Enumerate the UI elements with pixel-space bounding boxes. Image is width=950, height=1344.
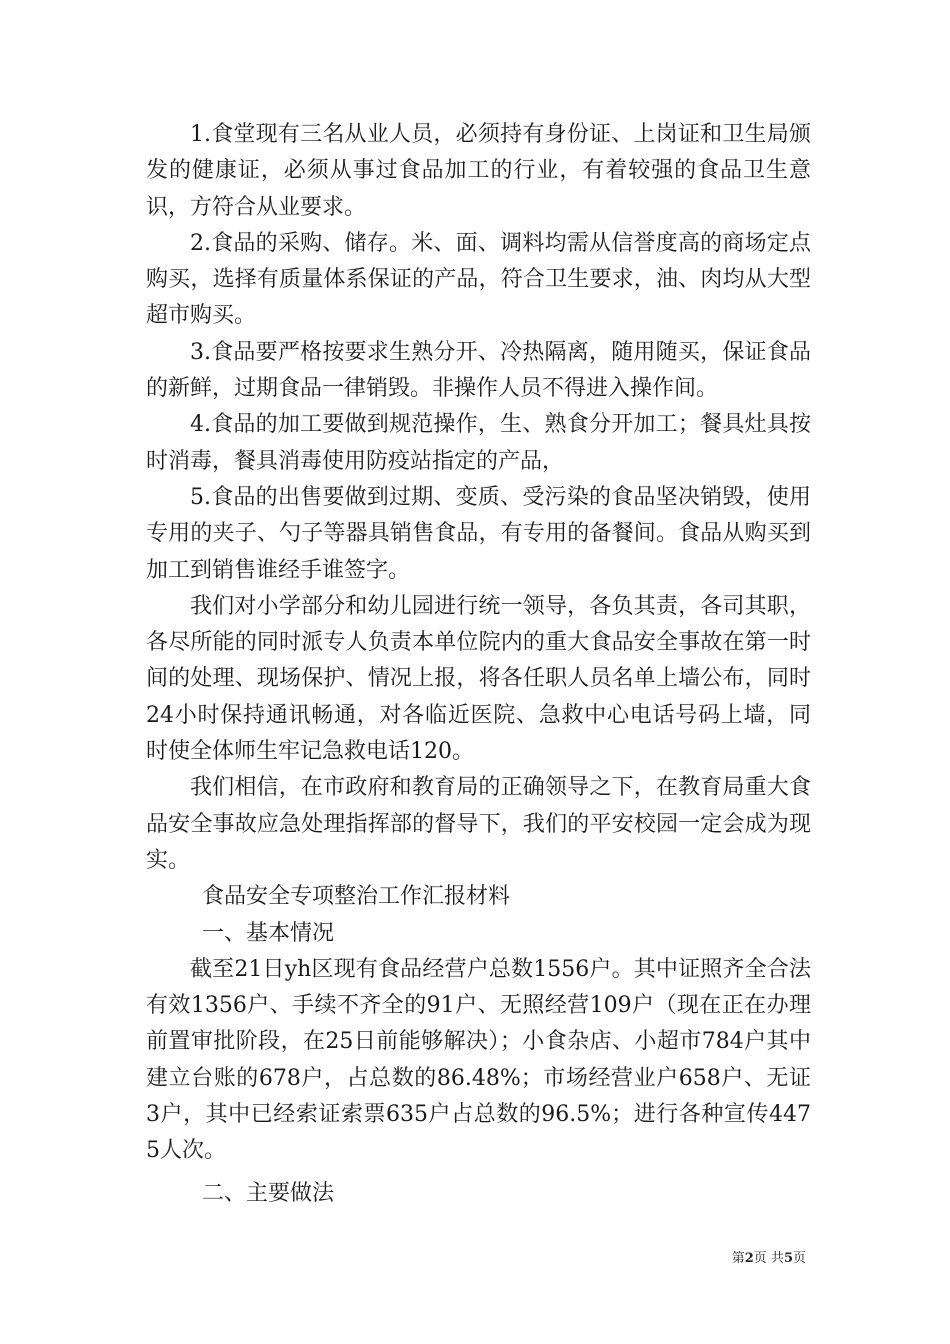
document-title: 食品安全专项整治工作汇报材料	[202, 884, 511, 910]
paragraph-conclusion: 我们相信，在市政府和教育局的正确领导之下，在教育局重大食品安全事故应急处理指挥部的督导下，我们的平安校园一定会成为现实。	[146, 775, 811, 873]
paragraph-processing: 4.食品的加工要做到规范操作，生、熟食分开加工；餐具灶具按时消毒，餐具消毒使用防疫站指定的产品，	[146, 412, 811, 474]
paragraph-purchase: 2.食品的采购、储存。米、面、调料均需从信誉度高的商场定点购买，选择有质量体系保证的产品，符合卫生要求，油、肉均从大型超市购买。	[146, 230, 811, 329]
footer-current-page: 2	[744, 1251, 754, 1266]
document-body	[146, 117, 811, 1212]
footer-total-pages: 5	[783, 1251, 793, 1266]
section-heading-basic: 一、基本情况	[202, 920, 335, 946]
paragraph-statistics: 截至21日yh区现有食品经营户总数1556户。其中证照齐全合法有效1356户、手续不齐全的91户、无照经营109户（现在正在办理前置审批阶段，在25日前能够解决）；小食杂店、小超市784户其中建立台账的678户，占总数的86.48%；市场经营业户658户、无证3户，其中已经索证索票635户占总数的96.5%；进行各种宣传4475人次。	[146, 956, 811, 1164]
paragraph-sales: 5.食品的出售要做到过期、变质、受污染的食品坚决销毁，使用专用的夹子、勺子等器具销售食品，有专用的备餐间。食品从购买到加工到销售谁经手谁签字。	[146, 484, 811, 583]
section-heading-practices: 二、主要做法	[202, 1180, 335, 1206]
paragraph-staff: 1.食堂现有三名从业人员，必须持有身份证、上岗证和卫生局颁发的健康证，必须从事过食品加工的行业，有着较强的食品卫生意识，方符合从业要求。	[146, 122, 811, 220]
footer-middle: 页 共	[753, 1251, 784, 1266]
page-number-footer	[732, 1247, 806, 1266]
paragraph-leadership: 我们对小学部分和幼儿园进行统一领导，各负其责，各司其职，各尽所能的同时派专人负责本单位院内的重大食品安全事故在第一时间的处理、现场保护、情况上报，将各任职人员名单上墙公布，同时24小时保持通讯畅通，对各临近医院、急救中心电话号码上墙，同时使全体师生牢记急救电话120。	[146, 593, 811, 765]
paragraph-separation: 3.食品要严格按要求生熟分开、冷热隔离，随用随买，保证食品的新鲜，过期食品一律销毁。非操作人员不得进入操作间。	[146, 339, 811, 402]
footer-suffix: 页	[792, 1251, 806, 1266]
footer-prefix: 第	[731, 1251, 745, 1266]
